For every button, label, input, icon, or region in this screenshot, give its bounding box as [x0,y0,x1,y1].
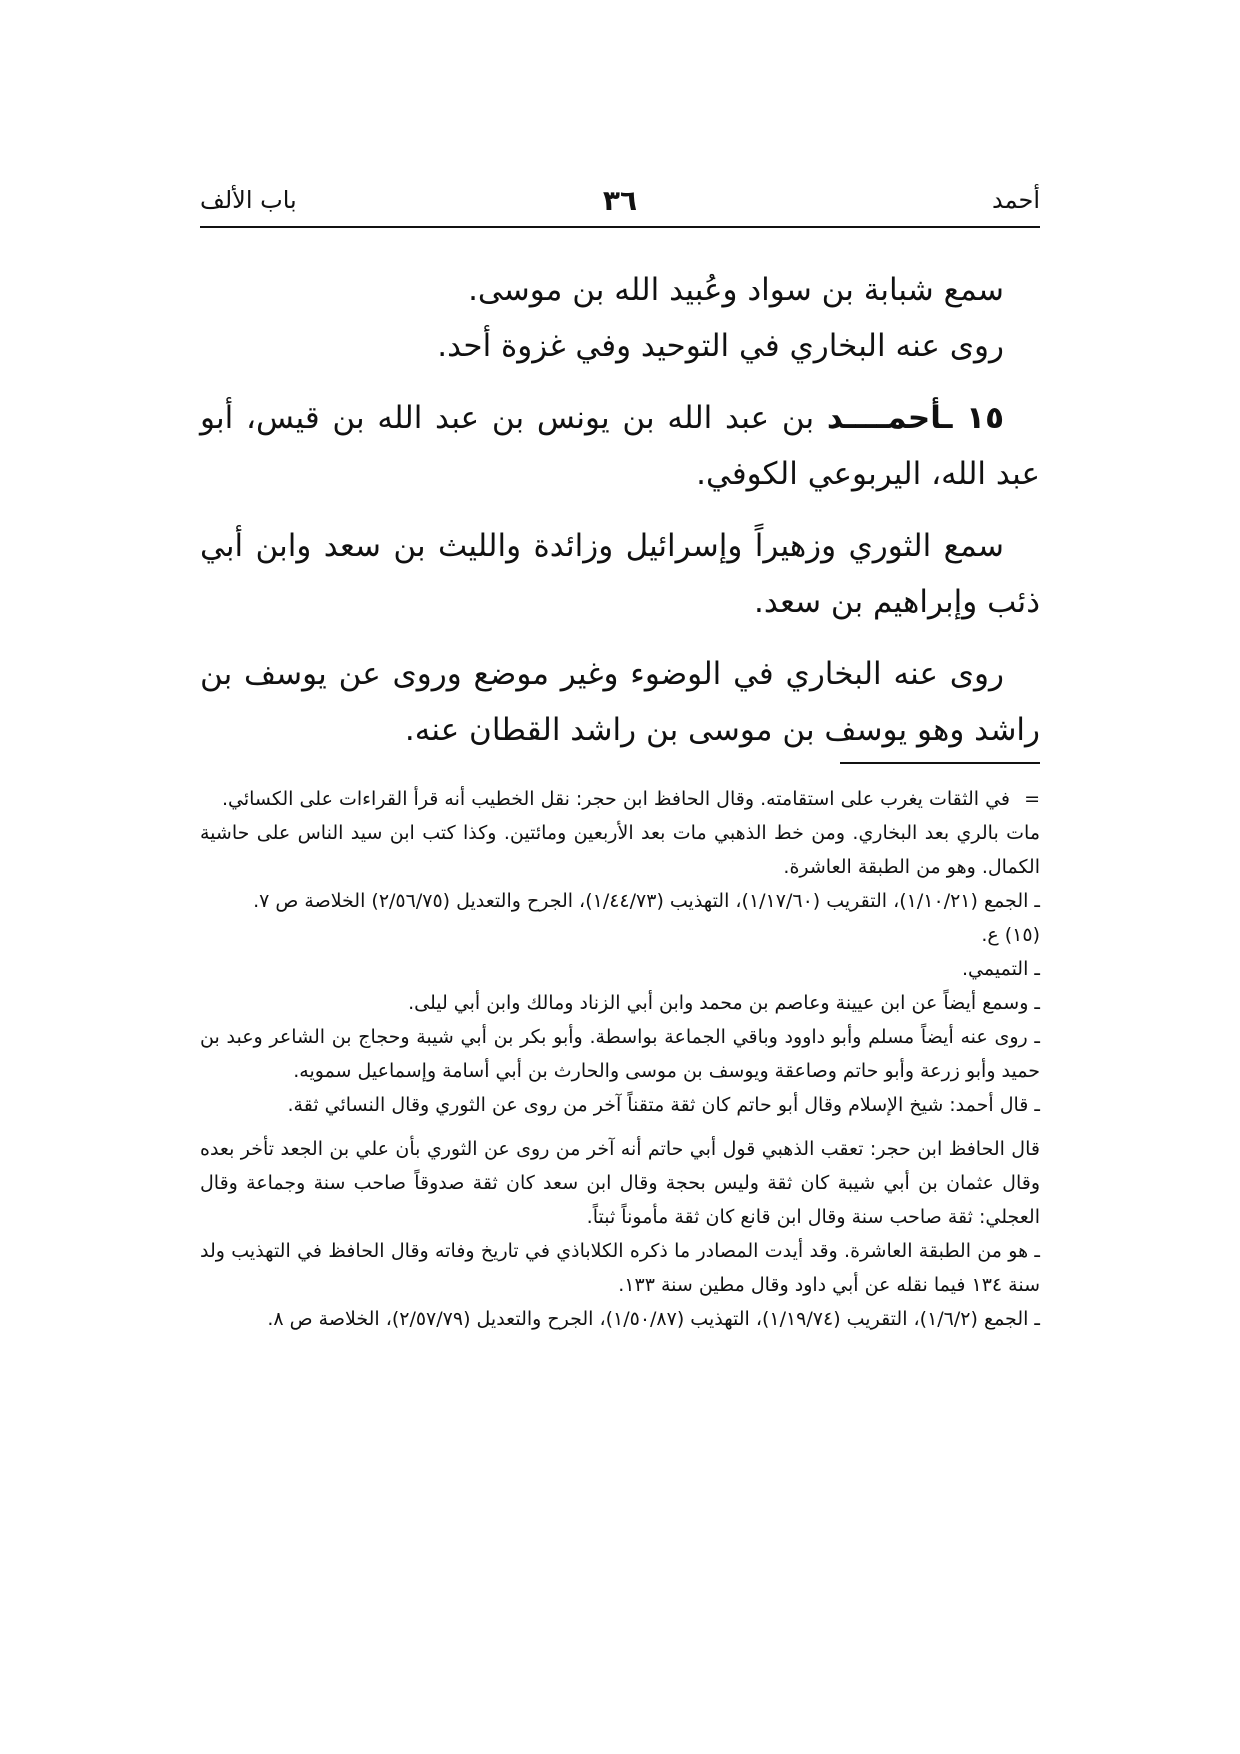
entry-lineage: بن عبد الله بن يونس بن عبد الله بن قيس، أبو عبد الله، اليربوعي الكوفي. [200,400,1040,492]
footnote-continuation [200,782,1040,816]
footnote-line: ـ التميمي. [962,958,1040,980]
footnote-line: في الثقات يغرب على استقامته. وقال الحافظ ابن حجر: نقل الخطيب أنه قرأ القراءات على الكسائي. [221,788,1010,810]
footnote-line: قال الحافظ ابن حجر: تعقب الذهبي قول أبي حاتم أنه آخر من روى عن الثوري بأن علي بن الجعد تأخر بعده وقال عثمان بن أبي شيبة كان ثقة وليس بحجة وقال ابن سعد كان ثقة صدوقاً صاحب سنة وجماعة وقال العجلي: ثقة صاحب سنة وقال ابن قانع كان ثقة مأموناً ثبتاً. [200,1138,1040,1228]
entry-15-heading [200,390,1040,502]
footnote-line: ـ روى عنه أيضاً مسلم وأبو داوود وباقي الجماعة بواسطة. وأبو بكر بن أبي شيبة وحجاج بن الشاعر وعبد بن حميد وأبو زرعة وأبو حاتم وصاعقة ويوسف بن موسى والحارث بن أبي أسامة وإسماعيل سمويه. [200,1026,1040,1082]
footnote-line: ـ قال أحمد: شيخ الإسلام وقال أبو حاتم كان ثقة متقناً آخر من روى عن الثوري وقال النسائي ثقة. [287,1094,1040,1116]
header-entry-name: أحمد [992,186,1040,214]
paragraph-entry-15-narrated-by: روى عنه البخاري في الوضوء وغير موضع وروى عن يوسف بن راشد وهو يوسف بن موسى بن راشد القطان عنه. [200,656,1040,748]
header-chapter-title: باب الألف [200,186,297,214]
footnote-references: ـ الجمع (١/١٠/٢١)، التقريب (١/١٧/٦٠)، التهذيب (١/٤٤/٧٣)، الجرح والتعديل (٢/٥٦/٧٥) الخلاصة ص ٧. [253,890,1040,912]
header-rule [200,226,1040,228]
main-text [200,262,1040,758]
footnote-line: مات بالري بعد البخاري. ومن خط الذهبي مات بعد الأربعين ومائتين. وكذا كتب ابن سيد الناس على حاشية الكمال. وهو من الطبقة العاشرة. [200,822,1040,878]
footnote-line: ـ هو من الطبقة العاشرة. وقد أيدت المصادر ما ذكره الكلاباذي في تاريخ وفاته وقال الحافظ في التهذيب ولد سنة ١٣٤ فيما نقله عن أبي داود وقال مطين سنة ١٣٣. [200,1240,1040,1296]
paragraph-narrated-by: روى عنه البخاري في التوحيد وفي غزوة أحد. [437,328,1004,364]
entry-number: ١٥ ـ [941,400,1004,436]
footnote-references: ـ الجمع (١/٦/٢)، التقريب (١/١٩/٧٤)، التهذيب (١/٥٠/٨٧)، الجرح والتعديل (٢/٥٧/٧٩)، الخلاصة ص ٨. [267,1308,1040,1330]
paragraph-heard-from: سمع شبابة بن سواد وعُبيد الله بن موسى. [468,272,1004,308]
continuation-mark: = [1024,788,1040,810]
running-header [200,186,1040,226]
footnotes [200,782,1040,1336]
footnote-separator [840,762,1040,764]
page-number: ٣٦ [602,184,638,217]
paragraph-entry-15-heard-from: سمع الثوري وزهيراً وإسرائيل وزائدة والليث بن سعد وابن أبي ذئب وإبراهيم بن سعد. [200,528,1040,620]
footnote-line: ـ وسمع أيضاً عن ابن عيينة وعاصم بن محمد وابن أبي الزناد ومالك وابن أبي ليلى. [408,992,1040,1014]
footnote-number-15: (١٥) ع. [981,924,1040,946]
entry-name: أحمــــد [826,400,942,436]
